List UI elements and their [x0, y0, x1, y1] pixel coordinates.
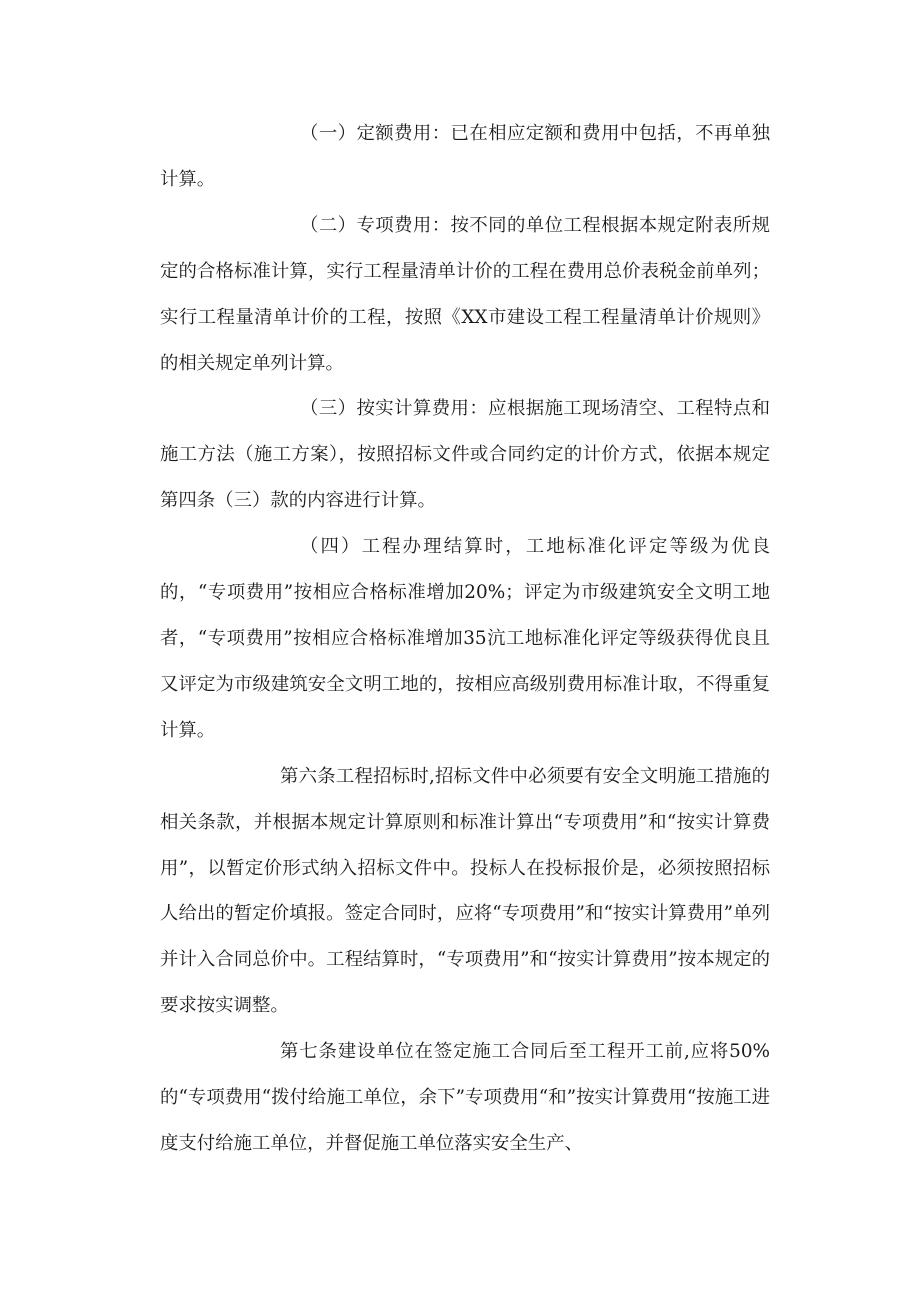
paragraph-article-six: 第六条工程招标时,招标文件中必须要有安全文明施工措施的相关条款，并根据本规定计算原则和标准计算出“专项费用”和“按实计算费用”，以暂定价形式纳入招标文件中。投标人在投标报价是，必须按照招标人给出的暂定价填报。签定合同时，应将“专项费用”和“按实计算费用”单列并计入合同总价中。工程结算时，“专项费用”和“按实计算费用”按本规定的要求按实调整。 — [160, 765, 770, 1017]
paragraph-settlement: （四）工程办理结算时，工地标准化评定等级为优良的，“专项费用”按相应合格标准增加20%；评定为市级建筑安全文明工地者，“专项费用”按相应合格标准增加35沆工地标准化评定等级获得优良且又评定为市级建筑安全文明工地的，按相应高级别费用标准计取，不得重复计算。 — [160, 536, 770, 741]
paragraph-fixed-quota-cost: （一）定额费用：已在相应定额和费用中包括，不再单独计算。 — [160, 123, 770, 190]
paragraph-actual-cost: （三）按实计算费用：应根据施工现场清空、工程特点和施工方法（施工方案），按照招标文件或合同约定的计价方式，依据本规定第四条（三）款的内容进行计算。 — [160, 398, 770, 512]
paragraph-special-cost: （二）专项费用：按不同的单位工程根据本规定附表所规定的合格标准计算，实行工程量清单计价的工程在费用总价表税金前单列；实行工程量清单计价的工程，按照《XX市建设工程工程量清单计价规则》的相关规定单列计算。 — [160, 214, 770, 374]
paragraph-article-seven: 第七条建设单位在签定施工合同后至工程开工前,应将50%的“专项费用“拨付给施工单位，余下”专项费用“和”按实计算费用“按施工进度支付给施工单位，并督促施工单位落实安全生产、 — [160, 1041, 770, 1154]
document-body — [160, 111, 770, 1167]
